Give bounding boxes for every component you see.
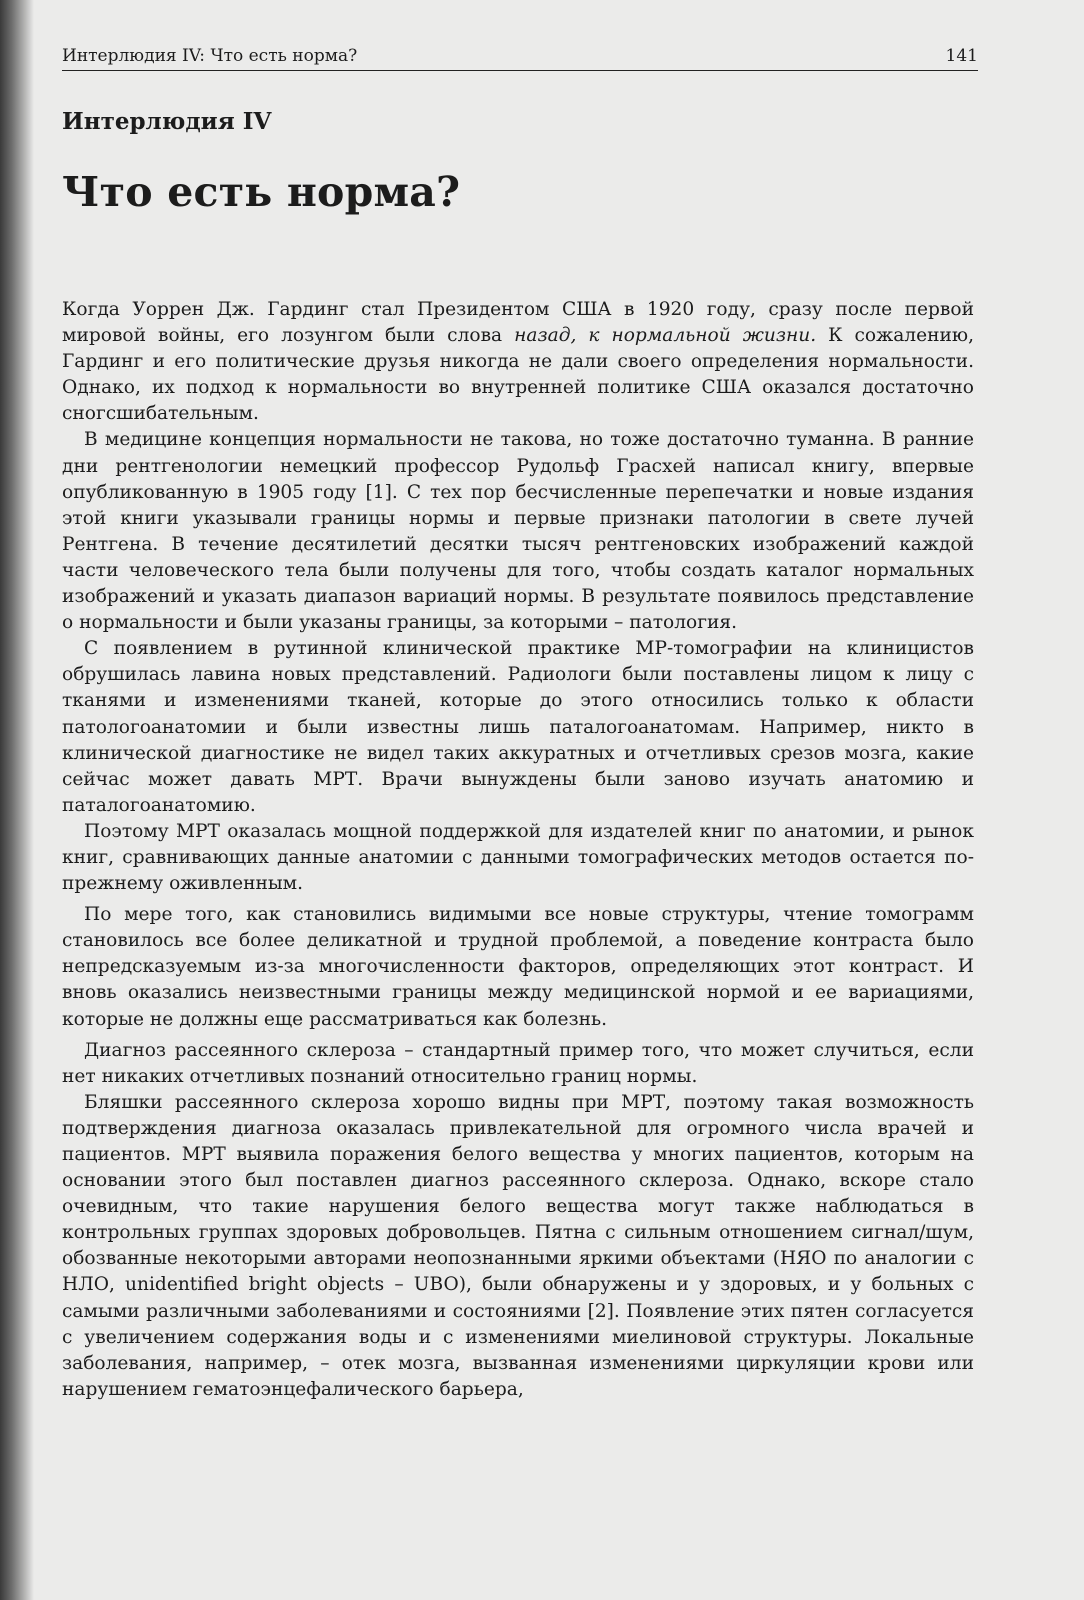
paragraph-1-text-end: К сожалению, Гардинг и его политические друзья никогда не дали своего определения нормальности. Однако, их подход к нормальности во внутренней политике США оказался достаточно сногсшибательным. — [62, 325, 974, 425]
paragraph-3: С появлением в рутинной клинической практике МР-томографии на клиницистов обрушилась лавина новых представлений. Радиологи были поставлены лицом к лицу с тканями и изменениями тканей, которые до этого относились только к области патологоанатомии и были известны лишь паталогоанатомам. Например, никто в клинической диагностике не видел таких аккуратных и отчетливых срезов мозга, какие сейчас может давать МРТ. Врачи вынуждены были заново изучать анатомию и паталогоанатомию. — [62, 638, 974, 816]
paragraph-1 — [62, 297, 974, 427]
paragraph-1-emphasis: назад, к нормальной жизни. — [514, 325, 817, 347]
body-text — [62, 297, 974, 1403]
running-title: Интерлюдия IV: Что есть норма? — [62, 46, 358, 66]
paragraph-2: В медицине концепция нормальности не такова, но тоже достаточно туманна. В ранние дни рентгенологии немецкий профессор Рудольф Грасхей написал книгу, впервые опубликованную в 1905 году [1]. С тех пор бесчисленные перепечатки и новые издания этой книги указывали границы нормы и первые признаки патологии в свете лучей Рентгена. В течение десятилетий десятки тысяч рентгеновских изображений каждой части человеческого тела были получены для того, чтобы создать каталог нормальных изображений и указать диапазон вариаций нормы. В результате появилось представление о нормальности и были указаны границы, за которыми – патология. — [62, 429, 974, 634]
paragraph-1-text-start: Когда Уоррен Дж. Гардинг стал Президентом США в 1920 году, сразу после первой мировой войны, его лозунгом были слова — [62, 299, 974, 347]
book-page — [62, 0, 978, 1600]
chapter-label: Интерлюдия IV — [62, 108, 272, 135]
running-header — [62, 40, 978, 71]
book-spine-shadow — [0, 0, 34, 1600]
paragraph-7: Бляшки рассеянного склероза хорошо видны при МРТ, поэтому такая возможность подтверждения диагноза оказалась привлекательной для огромного числа врачей и пациентов. МРТ выявила поражения белого вещества у многих пациентов, которым на основании этого был поставлен диагноз рассеянного склероза. Однако, вскоре стало очевидным, что такие нарушения белого вещества могут также наблюдаться в контрольных группах здоровых добровольцев. Пятна с сильным отношением сигнал/шум, обозванные некоторыми авторами неопознанными яркими объектами (НЯО по аналогии с НЛО, unidentified bright objects – UBO), были обнаружены и у здоровых, и у больных с самыми различными заболеваниями и состояниями [2]. Появление этих пятен согласуется с увеличением содержания воды и с изменениями миелиновой структуры. Локальные заболевания, например, – отек мозга, вызванная изменениями циркуляции крови или нарушением гематоэнцефалического барьера, — [62, 1091, 974, 1400]
chapter-title: Что есть норма? — [62, 168, 461, 216]
paragraph-6: Диагноз рассеянного склероза – стандартный пример того, что может случиться, если нет никаких отчетливых познаний относительно границ нормы. — [62, 1039, 974, 1087]
paragraph-4: Поэтому МРТ оказалась мощной поддержкой для издателей книг по анатомии, и рынок книг, сравнивающих данные анатомии с данными томографических методов остается по-прежнему оживленным. — [62, 820, 974, 895]
paragraph-5: По мере того, как становились видимыми все новые структуры, чтение томограмм становилось все более деликатной и трудной проблемой, а поведение контраста было непредсказуемым из-за многочисленности факторов, определяющих этот контраст. И вновь оказались неизвестными границы между медицинской нормой и ее вариациями, которые не должны еще рассматриваться как болезнь. — [62, 904, 974, 1030]
page-number: 141 — [945, 46, 978, 66]
